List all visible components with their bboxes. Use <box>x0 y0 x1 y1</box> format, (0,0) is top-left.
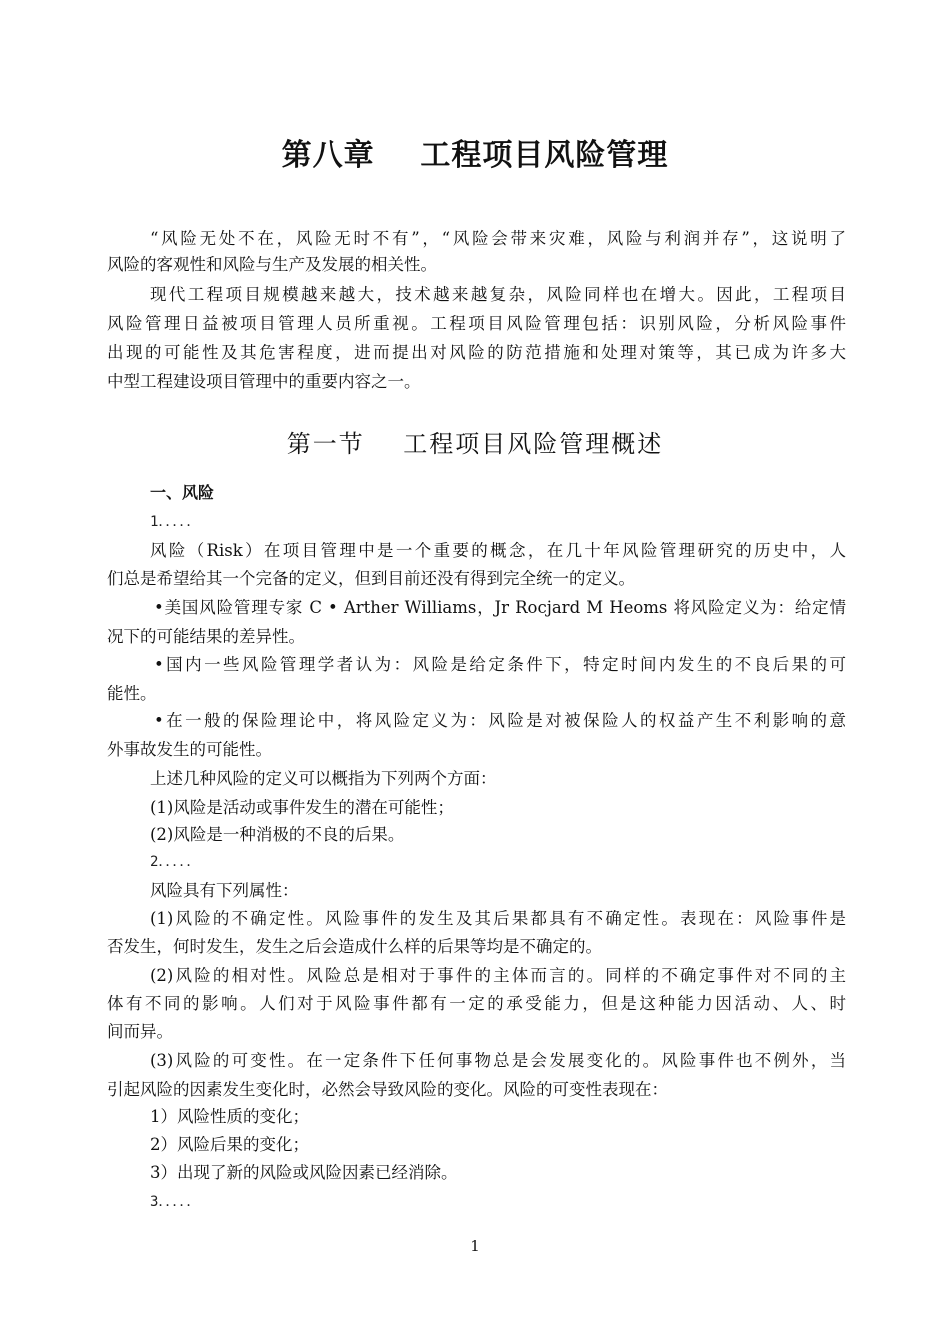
subheading-3: 3．．．．． <box>150 1194 201 1210</box>
definition-line: •国内一些风险管理学者认为：风险是给定条件下，特定时间内发生的不良后果的可 <box>154 655 846 674</box>
definition-line: •美国风险管理专家 C • Arther Williams，Jr Rocjard M Heoms 将风险定义为：给定情 <box>154 598 846 617</box>
intro-line: 风险的客观性和风险与生产及发展的相关性。 <box>107 255 437 274</box>
attribute-line: 3）出现了新的风险或风险因素已经消除。 <box>150 1163 458 1182</box>
definition-line: •在一般的保险理论中，将风险定义为：风险是对被保险人的权益产生不利影响的意 <box>154 711 846 730</box>
intro-line: 中型工程建设项目管理中的重要内容之一。 <box>107 372 421 391</box>
definition-line: 况下的可能结果的差异性。 <box>107 627 305 646</box>
attribute-line: 2）风险后果的变化； <box>150 1135 309 1154</box>
definition-line: (2)风险是一种消极的不良的后果。 <box>150 825 405 844</box>
intro-line: 风险管理日益被项目管理人员所重视。工程项目风险管理包括：识别风险，分析风险事件 <box>107 314 846 333</box>
definition-line: 外事故发生的可能性。 <box>107 740 272 759</box>
definition-line: 上述几种风险的定义可以概指为下列两个方面： <box>150 769 497 788</box>
attribute-line: 间而异。 <box>107 1022 173 1041</box>
heading-risk: 一、风险 <box>150 483 215 502</box>
attribute-line: 风险具有下列属性： <box>150 881 299 900</box>
intro-line: “风险无处不在，风险无时不有”，“风险会带来灾难，风险与利润并存”，这说明了 <box>150 229 846 248</box>
attribute-line: 引起风险的因素发生变化时，必然会导致风险的变化。风险的可变性表现在： <box>107 1080 668 1099</box>
attribute-line: 1）风险性质的变化； <box>150 1107 309 1126</box>
section-title: 第一节 工程项目风险管理概述 <box>286 430 664 458</box>
page-number: 1 <box>470 1237 480 1255</box>
definition-line: 风险（Risk）在项目管理中是一个重要的概念，在几十年风险管理研究的历史中，人 <box>150 541 846 560</box>
subheading-2: 2．．．．． <box>150 854 201 870</box>
attribute-line: 体有不同的影响。人们对于风险事件都有一定的承受能力，但是这种能力因活动、人、时 <box>107 994 846 1013</box>
attribute-line: (2)风险的相对性。风险总是相对于事件的主体而言的。同样的不确定事件对不同的主 <box>150 966 846 985</box>
attribute-line: (1)风险的不确定性。风险事件的发生及其后果都具有不确定性。表现在：风险事件是 <box>150 909 846 928</box>
definition-line: 能性。 <box>107 684 157 703</box>
attribute-line: (3)风险的可变性。在一定条件下任何事物总是会发展变化的。风险事件也不例外，当 <box>150 1051 846 1070</box>
chapter-title: 第八章 工程项目风险管理 <box>281 138 669 173</box>
intro-line: 现代工程项目规模越来越大，技术越来越复杂，风险同样也在增大。因此，工程项目 <box>150 285 846 304</box>
definition-line: (1)风险是活动或事件发生的潜在可能性； <box>150 798 454 817</box>
intro-line: 出现的可能性及其危害程度，进而提出对风险的防范措施和处理对策等，其已成为许多大 <box>107 343 846 362</box>
attribute-line: 否发生，何时发生，发生之后会造成什么样的后果等均是不确定的。 <box>107 937 602 956</box>
definition-line: 们总是希望给其一个完备的定义，但到目前还没有得到完全统一的定义。 <box>107 569 635 588</box>
subheading-1: 1．．．．． <box>150 514 201 530</box>
